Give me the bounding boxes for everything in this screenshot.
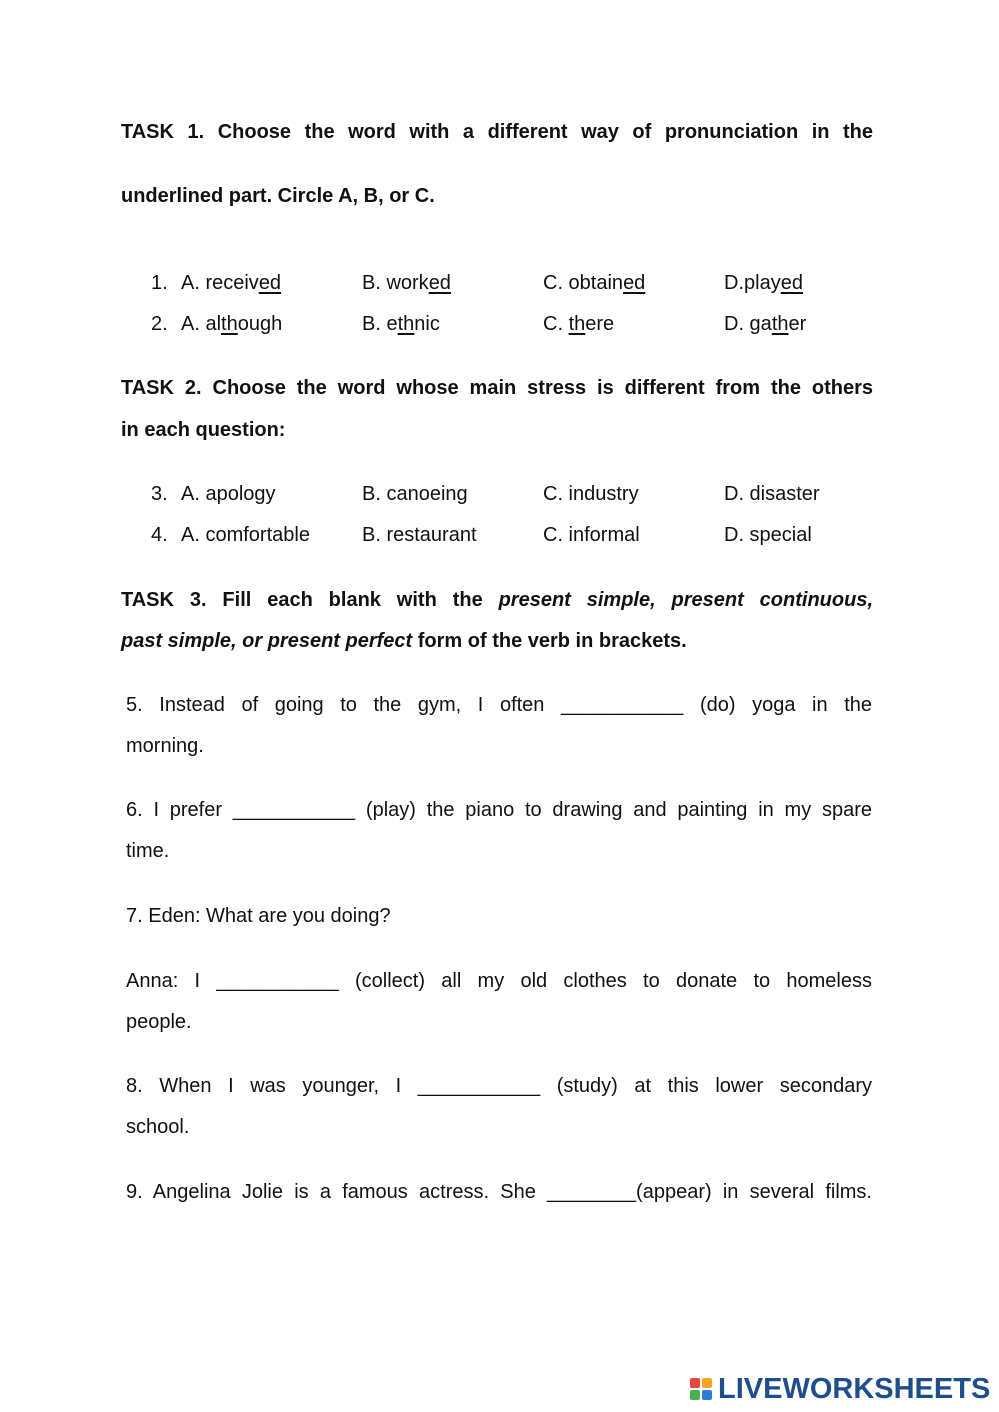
question-row-1 bbox=[0, 272, 999, 300]
option-d[interactable]: D.played bbox=[724, 272, 803, 294]
question-5-line1: 5. Instead of going to the gym, I often ___________ (do) yoga in the bbox=[126, 694, 872, 716]
option-b[interactable]: B. worked bbox=[362, 272, 451, 294]
question-row-3 bbox=[0, 483, 999, 511]
option-c[interactable]: C. industry bbox=[543, 483, 639, 505]
logo-text: LIVEWORKSHEETS bbox=[718, 1372, 991, 1405]
option-a[interactable]: A. comfortable bbox=[181, 524, 310, 546]
option-c[interactable]: C. there bbox=[543, 313, 615, 335]
task2-heading-line2: in each question: bbox=[121, 419, 286, 441]
liveworksheets-logo[interactable] bbox=[690, 1374, 990, 1404]
question-8-line1: 8. When I was younger, I ___________ (study) at this lower secondary bbox=[126, 1075, 872, 1097]
question-9-line1: 9. Angelina Jolie is a famous actress. She ________(appear) in several films. bbox=[126, 1181, 872, 1203]
option-c[interactable]: C. informal bbox=[543, 524, 640, 546]
task3-heading-line1: TASK 3. Fill each blank with the present simple, present continuous, bbox=[121, 589, 873, 611]
question-5-line2: morning. bbox=[126, 735, 204, 757]
question-7-anna-line2: people. bbox=[126, 1011, 192, 1033]
task1-heading-line2: underlined part. Circle A, B, or C. bbox=[121, 185, 435, 207]
option-b[interactable]: B. canoeing bbox=[362, 483, 468, 505]
question-number: 3. bbox=[151, 483, 168, 505]
question-6-line2: time. bbox=[126, 840, 170, 862]
option-b[interactable]: B. ethnic bbox=[362, 313, 440, 335]
option-b[interactable]: B. restaurant bbox=[362, 524, 477, 546]
question-number: 1. bbox=[151, 272, 168, 294]
option-c[interactable]: C. obtained bbox=[543, 272, 646, 294]
question-row-4 bbox=[0, 524, 999, 552]
question-8-line2: school. bbox=[126, 1116, 190, 1138]
logo-icon bbox=[690, 1378, 712, 1400]
question-row-2 bbox=[0, 313, 999, 341]
question-number: 2. bbox=[151, 313, 168, 335]
question-6-line1: 6. I prefer ___________ (play) the piano to drawing and painting in my spare bbox=[126, 799, 872, 821]
question-number: 4. bbox=[151, 524, 168, 546]
question-7-anna-line1: Anna: I ___________ (collect) all my old clothes to donate to homeless bbox=[126, 970, 872, 992]
option-a[interactable]: A. apology bbox=[181, 483, 276, 505]
option-d[interactable]: D. disaster bbox=[724, 483, 820, 505]
task1-heading-line1: TASK 1. Choose the word with a different way of pronunciation in the bbox=[121, 121, 873, 143]
option-a[interactable]: A. although bbox=[181, 313, 283, 335]
option-d[interactable]: D. gather bbox=[724, 313, 807, 335]
task3-heading-line2: past simple, or present perfect form of the verb in brackets. bbox=[121, 630, 687, 652]
option-d[interactable]: D. special bbox=[724, 524, 812, 546]
question-7-line1: 7. Eden: What are you doing? bbox=[126, 905, 391, 927]
task2-heading-line1: TASK 2. Choose the word whose main stress is different from the others bbox=[121, 377, 873, 399]
option-a[interactable]: A. received bbox=[181, 272, 282, 294]
